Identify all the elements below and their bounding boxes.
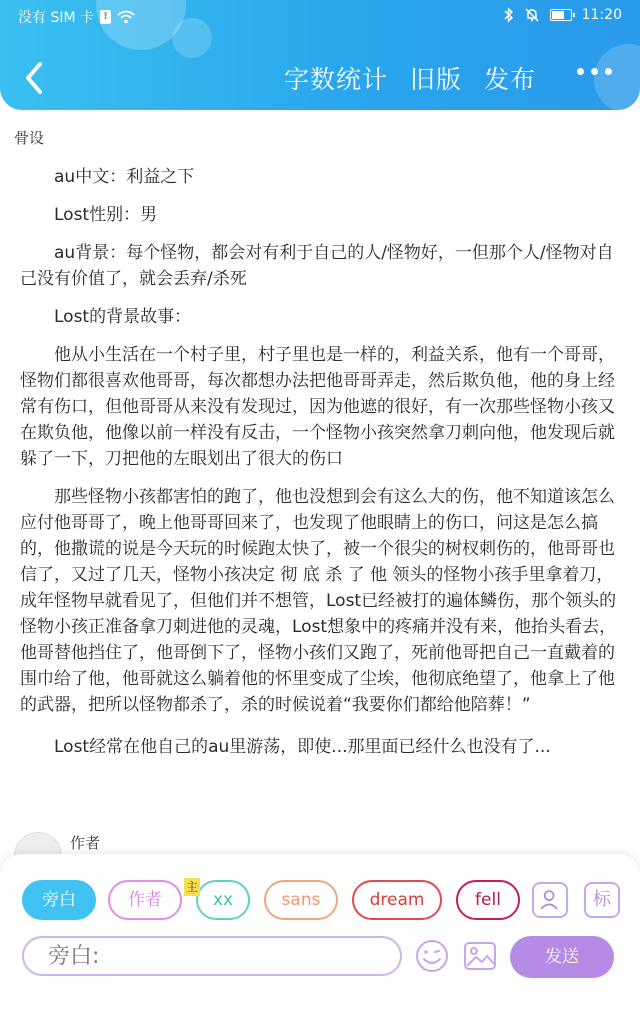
story-paragraph: 那些怪物小孩都害怕的跑了，他也没想到会有这么大的伤，他不知道该怎么应付他哥哥了，晚上他哥哥回来了，也发现了他眼睛上的伤口，问这是怎么搞的，他撒谎的说是今天玩的时候跑太快了，被一个很尖的树杈刺伤的，他哥哥也信了，又过了几天，怪物小孩决定 彻 底 杀 了 他 领头的怪物小孩手里拿着刀，成年怪物早就看见了，但他们并不想管，Lost已经被打的遍体鳞伤，那个领头的怪物小孩正准备拿刀刺进他的灵魂，Lost想象中的疼痛并没有来，他抬头看去，他哥替他挡住了，他哥倒下了，怪物小孩们又跑了，死前他哥把自己一直戴着的围巾给了他，他哥就这么躺着他的怀里变成了尘埃，他彻底绝望了，他拿上了他的武器，把所以怪物都杀了，杀的时候说着“我要你们都给他陪葬！” [20,487,617,715]
composer-row [22,936,622,978]
story-paragraph: 他从小生活在一个村子里，村子里也是一样的，利益关系，他有一个哥哥，怪物们都很喜欢他哥哥，每次都想办法把他哥哥弄走，然后欺负他，他的身上经常有伤口，但他哥哥从来没有发现过，因为他遮的很好，有一次那些怪物小孩又在欺负他，他像以前一样没有反击，一个怪物小孩突然拿刀刺向他，他发现后就躲了一下，刀把他的左眼划出了很大的伤口 [20,345,615,469]
role-chip-xx[interactable]: xx [196,880,250,920]
image-icon[interactable] [462,938,498,974]
main-role-badge: 主 [185,880,198,894]
header-actions [284,64,536,96]
story-paragraph: Lost的背景故事： [54,307,192,327]
status-right [504,7,622,23]
role-chip-author[interactable]: 作者 [108,880,182,920]
app-header [0,0,640,110]
carrier-text: 没有 SIM 卡 [18,10,94,26]
role-selector [22,880,622,922]
story-paragraph: Lost性别：男 [54,205,158,225]
role-chip-dream[interactable]: dream [352,880,442,920]
section-title: 骨设 [14,129,45,147]
role-chip-sans[interactable]: sans [264,880,338,920]
decor-bubble [594,44,640,110]
bluetooth-icon [504,7,514,23]
story-paragraph: au背景：每个怪物，都会对有利于自己的人/怪物好，一但那个人/怪物对自己没有价值了，就会丢弃/杀死 [20,243,614,289]
back-arrow-icon[interactable] [20,60,50,96]
status-bar [0,0,640,34]
story-paragraph: Lost经常在他自己的au里游荡，即使...那里面已经什么也没有了... [54,737,551,757]
tag-button[interactable]: 标 [584,882,620,918]
message-input[interactable] [22,936,402,976]
role-chip-narrator[interactable]: 旁白 [22,880,96,920]
composer-panel [0,854,640,1024]
publish-button[interactable]: 发布 [483,65,536,94]
mute-bell-icon [524,7,540,23]
send-button[interactable]: 发送 [510,936,614,978]
author-label: 作者 [70,833,101,852]
sim-alert-icon: ! [100,10,111,24]
battery-icon [550,9,572,21]
word-count-button[interactable]: 字数统计 [283,65,388,94]
character-manage-icon[interactable] [532,882,568,918]
old-version-button[interactable]: 旧版 [409,65,462,94]
story-paragraph: au中文：利益之下 [54,167,195,187]
story-content [14,118,622,760]
wifi-icon [117,10,135,24]
more-options-icon[interactable] [577,68,612,75]
role-chip-fell[interactable]: fell [456,880,520,920]
carrier-status [18,7,135,27]
emoji-icon[interactable] [414,938,450,974]
clock: 11:20 [581,7,622,23]
